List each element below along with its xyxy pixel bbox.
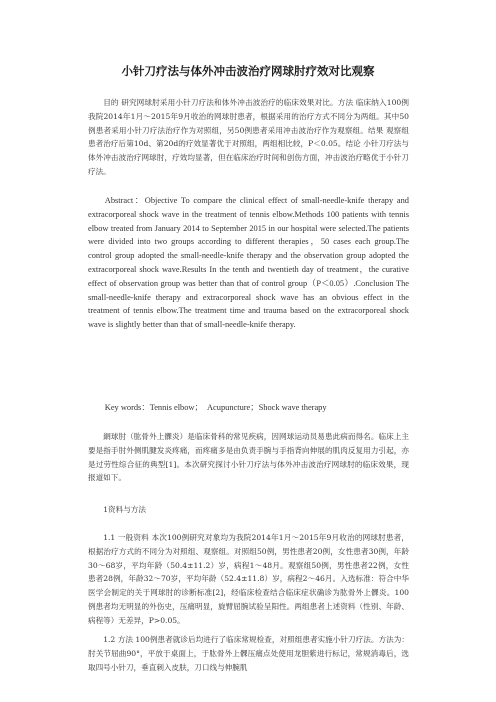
section-heading-materials-methods: 1资料与方法	[103, 505, 146, 514]
paragraph-general-data: 1.1 一般资料 本次100例研究对象均为我院2014年1月～2015年9月收治的网球肘患者，根据治疗方式的不同分为对照组、观察组。对照组50例，男性患者20例，女性患者30例，年龄30～68岁，平均年龄（50.4±11.2）岁，病程1～48月。观察组50例，男性患者22例，女性患者28例，年龄32～70岁，平均年龄（52.4±11.8）岁，病程2～46月。入选标准：符合中华医学会制定的关于网球肘的诊断标准[2]，经临床检查结合临床症状确诊为肱骨外上髁炎。100例患者均无明显的外伤史，压痛明显，旋臂屈腕试验呈阳性。两组患者上述资料（性别、年龄、病程等）无差异，P>0.05。	[88, 533, 409, 625]
introduction-paragraph: 網球肘（肱骨外上髁炎）是临床骨科的常见疾病，因网球运动员易患此病而得名。临床上主要是指手肘外侧肌腱发炎疼痛，而疼痛多是由负责手腕与手指背向伸展的肌肉反复用力引起，亦是过劳性综合征的典型[1]。本次研究探讨小针刀疗法与体外冲击波治疗网球肘的临床效果，现报道如下。	[88, 432, 409, 483]
paragraph-methods: 1.2 方法 100例患者就诊后均进行了临床常规检查，对照组患者实施小针刀疗法。方法为：肘关节屈曲90°，平放于桌面上，于肱骨外上髁压痛点处使用龙胆紫进行标记，常规消毒后，选取四号小针刀，垂直刺入皮肤，刀口线与伸腕肌	[88, 635, 409, 672]
keywords: Key words：Tennis elbow； Acupuncture；Shock wave therapy	[104, 403, 327, 412]
abstract-chinese: 目的 研究网球肘采用小针刀疗法和体外冲击波治疗的临床效果对比。方法 临床纳入100例我院2014年1月～2015年9月收治的网球肘患者，根据采用的治疗方式不同分为两组。其中50例患者采用小针刀疗法治疗作为对照组，另50例患者采用冲击波治疗作为观察组。结果 观察组患者治疗后第10d、第20d的疗效显著优于对照组，两组相比较，P＜0.05。结论 小针刀疗法与体外冲击波治疗网球肘，疗效均显著，但在临床治疗时间和创伤方面，冲击波治疗略优于小针刀疗法。	[88, 98, 409, 176]
abstract-english: Abstract：Objective To compare the clinical effect of small-needle-knife therapy and extracorporeal shock wave in the treatment of tennis elbow.Methods 100 patients with tennis elbow treated from January 2014 to September 2015 in our hospital were selected.The patients were divided into two groups according to different therapies，50 cases each group.The control group adopted the small-needle-knife therapy and the observation group adopted the extracorporeal shock wave.Results In the tenth and twentieth day of treatment，the curative effect of observation group was better than that of control group（P＜0.05）.Conclusion The small-needle-knife therapy and extracorporeal shock wave has an obvious effect in the treatment of tennis elbow.The treatment time and trauma based on the extracorporeal shock wave is slightly better than that of small-needle-knife therapy.	[88, 196, 409, 330]
paper-title: 小针刀疗法与体外冲击波治疗网球肘疗效对比观察	[121, 64, 375, 78]
